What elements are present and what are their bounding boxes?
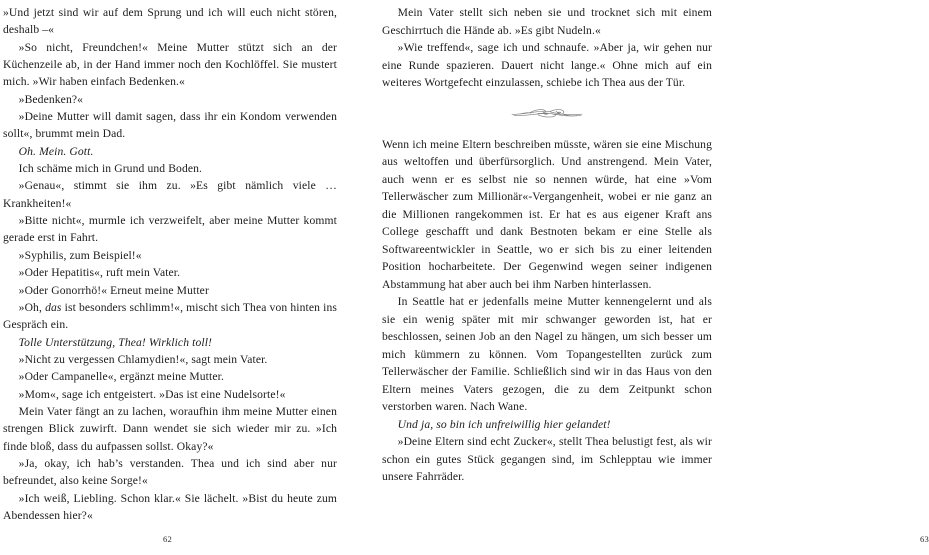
paragraph: »Wie treffend«, sage ich und schnaufe. »Aber ja, wir gehen nur eine Runde spazieren. Dauert nicht lange.« Ohne mich auf ein weiteres Wortgefecht einzulassen, schiebe ich Thea aus der Tür. — [382, 41, 712, 89]
paragraph: »Bitte nicht«, murmle ich verzweifelt, aber meine Mutter kommt gerade erst in Fahrt. — [3, 214, 337, 245]
paragraph: »So nicht, Freundchen!« Meine Mutter stützt sich an der Küchenzeile ab, in der Hand immer noch den Kochlöffel. Sie mustert mich. »Wir haben einfach Bedenken.« — [3, 40, 337, 89]
paragraph: Mein Vater fängt an zu lachen, woraufhin ihm meine Mutter einen strengen Blick zuwirft. Dann wendet sie sich wieder mir zu. »Ich finde bloß, dass du aufpassen sollst. Okay?« — [3, 404, 337, 453]
text-segment: ist besonders schlimm!«, mischt sich Thea von hinten ins Gespräch ein. — [3, 300, 337, 332]
paragraph-italic: Tolle Unterstützung, Thea! Wirklich toll! — [18, 335, 213, 349]
paragraph: »Bedenken?« — [18, 92, 84, 106]
text-segment-italic: das — [45, 300, 62, 314]
paragraph: »Mom«, sage ich entgeistert. »Das ist eine Nudelsorte!« — [18, 387, 286, 401]
paragraph: »Und jetzt sind wir auf dem Sprung und ich will euch nicht stören, deshalb –« — [3, 6, 337, 37]
paragraph: »Ja, okay, ich hab’s verstanden. Thea und ich sind aber nur befreundet, also keine Sorge!« — [3, 456, 337, 488]
left-page — [0, 0, 370, 555]
paragraph-italic: Und ja, so bin ich unfreiwillig hier gelandet! — [397, 417, 611, 431]
right-page — [370, 0, 929, 555]
paragraph-mixed — [3, 299, 337, 334]
paragraph: »Oder Campanelle«, ergänzt meine Mutter. — [18, 370, 224, 384]
paragraph: »Genau«, stimmt sie ihm zu. »Es gibt nämlich viele … Krankheiten!« — [3, 179, 337, 210]
decorative-flourish-icon — [510, 106, 584, 122]
paragraph: In Seattle hat er jedenfalls meine Mutter kennengelernt und als sie ein wenig später mit mir schwanger geworden ist, hat er beschlossen, seinen Job an den Nagel zu hängen, um sich besser um mich kümmern zu können. Vom Topangestellten zurück zum Tellerwäscher der Familie. Schließlich sind wir in das Haus von den Eltern meines Vaters gezogen, die zu dem Zeitpunkt schon verstorben waren. Nach Wane. — [382, 295, 712, 413]
paragraph: »Nicht zu vergessen Chlamydien!«, sagt mein Vater. — [18, 352, 268, 366]
paragraph: »Oder Gonorrhö!« Erneut meine Mutter — [18, 283, 209, 297]
text-segment: »Oh, — [18, 300, 46, 314]
page-number-right: 63 — [920, 534, 929, 544]
section-break-ornament — [382, 92, 712, 136]
paragraph: »Oder Hepatitis«, ruft mein Vater. — [18, 266, 181, 280]
paragraph: »Syphilis, zum Beispiel!« — [18, 248, 142, 262]
left-page-text-column — [3, 4, 337, 524]
paragraph: Ich schäme mich in Grund und Boden. — [18, 162, 203, 176]
paragraph: »Ich weiß, Liebling. Schon klar.« Sie lächelt. »Bist du heute zum Abendessen hier?« — [3, 491, 337, 522]
paragraph: »Deine Mutter will damit sagen, dass ihr ein Kondom verwenden sollt«, brummt mein Dad. — [3, 110, 337, 141]
paragraph: Mein Vater stellt sich neben sie und trocknet sich mit einem Geschirrtuch die Hände ab. »Es gibt Nudeln.« — [382, 6, 712, 37]
paragraph: Wenn ich meine Eltern beschreiben müsste, wären sie eine Mischung aus weltoffen und überfürsorglich. Und anstrengend. Mein Vater, auch wenn er es selbst nie so nennen würde, hat eine »Vom Tellerwäscher zum Millionär«-Vergangenheit, wobei er nie ganz an die Millionen rangekommen ist. Er hat es aus eigener Kraft ans College geschafft und dank Bestnoten bekam er eine Stelle als Softwareentwickler in Seattle, wo er sich bis zu einer leitenden Position hocharbeitete. Der Gegenwind wegen seiner indigenen Abstammung hat aber auch bei ihm Narben hinterlassen. — [382, 137, 712, 291]
right-page-text-column — [382, 4, 712, 486]
page-number-left: 62 — [163, 534, 172, 544]
paragraph: »Deine Eltern sind echt Zucker«, stellt Thea belustigt fest, als wir schon ein gutes Stück gegangen sind, im Schlepptau wie immer unsere Fahrräder. — [382, 435, 712, 483]
paragraph-italic: Oh. Mein. Gott. — [18, 144, 94, 158]
